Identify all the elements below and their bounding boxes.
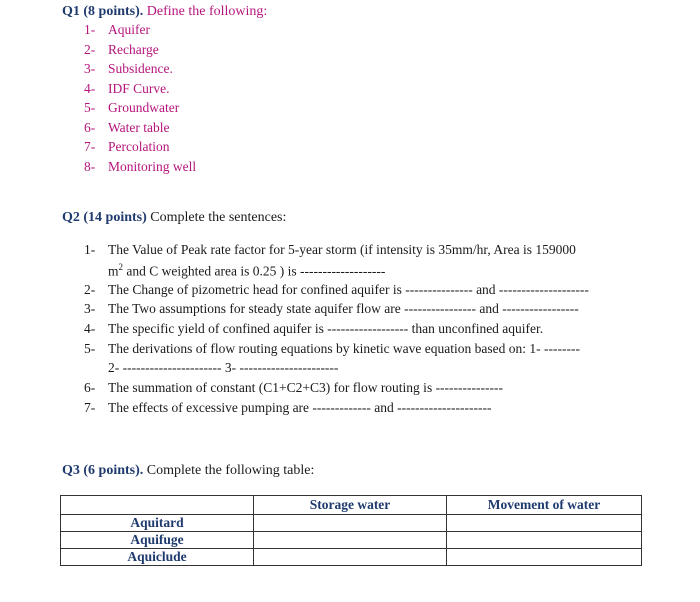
list-item-continuation: 2- ---------------------- 3- ---------------------- bbox=[108, 360, 339, 375]
q1-label: Q1 (8 points). bbox=[62, 4, 144, 19]
q2-title bbox=[62, 210, 286, 226]
table-cell bbox=[254, 549, 447, 566]
list-item: 4- The specific yield of confined aquifer is ------------------ than unconfined aquifer. bbox=[84, 321, 544, 336]
table-row bbox=[61, 549, 642, 566]
list-item: 6- Water table bbox=[84, 120, 170, 135]
list-item-continuation: $m^2$ and C weighted area is 0.25 ) is ------------------- bbox=[108, 262, 386, 279]
q3-label: Q3 (6 points). bbox=[62, 463, 144, 478]
list-item: 7- Percolation bbox=[84, 139, 170, 154]
q3-title bbox=[62, 463, 314, 479]
q1-title bbox=[62, 4, 267, 20]
q1-instruction: Define the following: bbox=[146, 4, 268, 19]
table-cell bbox=[254, 515, 447, 532]
list-item: 3- Subsidence. bbox=[84, 61, 173, 76]
list-item: 6- The summation of constant (C1+C2+C3) for flow routing is --------------- bbox=[84, 380, 504, 395]
table-row-header: Aquitard bbox=[61, 515, 254, 532]
list-item: 2- Recharge bbox=[84, 42, 159, 57]
q2-label: Q2 (14 points) bbox=[62, 210, 147, 225]
list-item: 5- Groundwater bbox=[84, 100, 180, 115]
table-row-header: Aquifuge bbox=[61, 532, 254, 549]
q3-table bbox=[60, 495, 642, 566]
list-item: 1- Aquifer bbox=[84, 22, 150, 37]
list-item: 7- The effects of excessive pumping are ------------- and --------------------- bbox=[84, 400, 492, 415]
list-item: 2- The Change of pizometric head for confined aquifer is --------------- and -------------------- bbox=[84, 282, 589, 297]
table-row bbox=[61, 515, 642, 532]
table-header-cell: Storage water bbox=[254, 496, 447, 515]
table-cell bbox=[447, 549, 642, 566]
list-item: 5- The derivations of flow routing equations by kinetic wave equation based on: 1- -------- bbox=[84, 341, 580, 356]
table-cell bbox=[447, 532, 642, 549]
q3-instruction: Complete the following table: bbox=[146, 463, 315, 478]
q2-instruction: Complete the sentences: bbox=[150, 210, 287, 225]
list-item: 8- Monitoring well bbox=[84, 159, 197, 174]
list-item: 4- IDF Curve. bbox=[84, 81, 170, 96]
table-cell bbox=[254, 532, 447, 549]
list-item: 3- The Two assumptions for steady state aquifer flow are ---------------- and ----------------- bbox=[84, 301, 579, 316]
table-header-cell bbox=[61, 496, 254, 515]
table-header-row bbox=[61, 496, 642, 515]
table-row-header: Aquiclude bbox=[61, 549, 254, 566]
list-item: 1- The Value of Peak rate factor for 5-year storm (if intensity is 35mm/hr, Area is 159000 bbox=[84, 242, 576, 257]
table-row bbox=[61, 532, 642, 549]
table-cell bbox=[447, 515, 642, 532]
table-header-cell: Movement of water bbox=[447, 496, 642, 515]
